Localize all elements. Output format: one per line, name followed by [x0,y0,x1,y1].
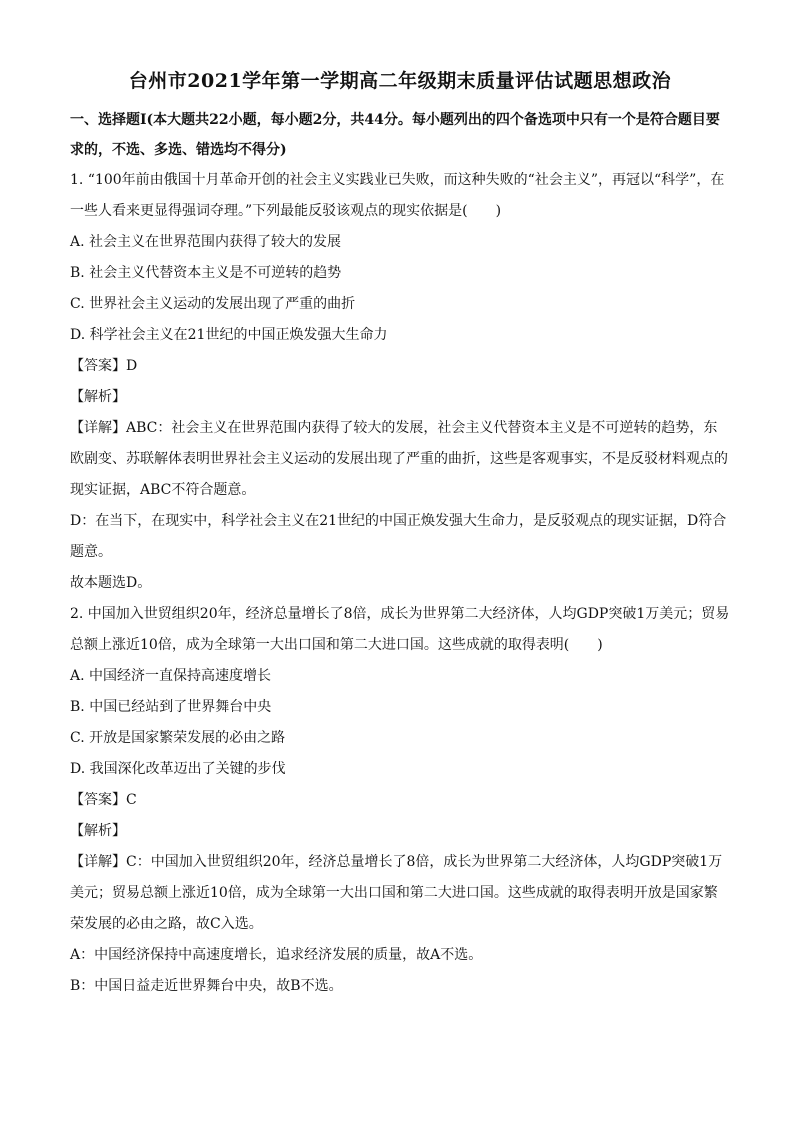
detail-paragraph: B：中国日益走近世界舞台中央，故B不选。 [70,978,343,994]
option-d: D. 我国深化改革迈出了关键的步伐 [70,761,286,777]
document-title: 台州市2021学年第一学期高二年级期末质量评估试题思想政治 [128,70,672,92]
option-b: B. 社会主义代替资本主义是不可逆转的趋势 [70,265,342,281]
option-b: B. 中国已经站到了世界舞台中央 [70,699,272,715]
section-header: 一、选择题Ⅰ(本大题共22小题，每小题2分，共44分。每小题列出的四个备选项中只有一个是符合题目要求的，不选、多选、错选均不得分) [70,112,720,158]
option-a: A. 中国经济一直保持高速度增长 [70,668,272,684]
analysis-label: 【解析】 [70,389,126,405]
question-stem: 1. “100年前由俄国十月革命开创的社会主义实践业已失败，而这种失败的“社会主义”，再冠以“科学”，在一些人看来更显得强词夺理。”下列最能反驳该观点的现实依据是( ) [70,172,725,219]
question-stem: 2. 中国加入世贸组织20年，经济总量增长了8倍，成长为世界第二大经济体，人均GDP突破1万美元；贸易总额上涨近10倍，成为全球第一大出口国和第二大进口国。这些成就的取得表明( ) [70,606,730,653]
answer-label: 【答案】D [70,358,138,374]
option-c: C. 开放是国家繁荣发展的必由之路 [70,730,286,746]
detail-paragraph: 故本题选D。 [70,575,152,591]
detail-paragraph: 【详解】ABC：社会主义在世界范围内获得了较大的发展，社会主义代替资本主义是不可逆转的趋势，东欧剧变、苏联解体表明世界社会主义运动的发展出现了严重的曲折，这些是客观事实，不是反驳材料观点的现实证据，ABC不符合题意。 [70,420,728,498]
detail-paragraph: D：在当下，在现实中，科学社会主义在21世纪的中国正焕发强大生命力，是反驳观点的现实证据，D符合题意。 [70,513,727,560]
detail-paragraph: 【详解】C：中国加入世贸组织20年，经济总量增长了8倍，成长为世界第二大经济体，人均GDP突破1万美元；贸易总额上涨近10倍，成为全球第一大出口国和第二大进口国。这些成就的取得表明开放是国家繁荣发展的必由之路，故C入选。 [70,854,723,932]
question-2 [70,599,730,1002]
detail-paragraph: A：中国经济保持中高速度增长，追求经济发展的质量，故A不选。 [70,947,483,963]
option-d: D. 科学社会主义在21世纪的中国正焕发强大生命力 [70,327,388,343]
option-c: C. 世界社会主义运动的发展出现了严重的曲折 [70,296,356,312]
answer-label: 【答案】C [70,792,137,808]
analysis-label: 【解析】 [70,823,126,839]
question-1 [70,165,730,599]
exam-page [70,66,730,1002]
option-a: A. 社会主义在世界范围内获得了较大的发展 [70,234,342,250]
